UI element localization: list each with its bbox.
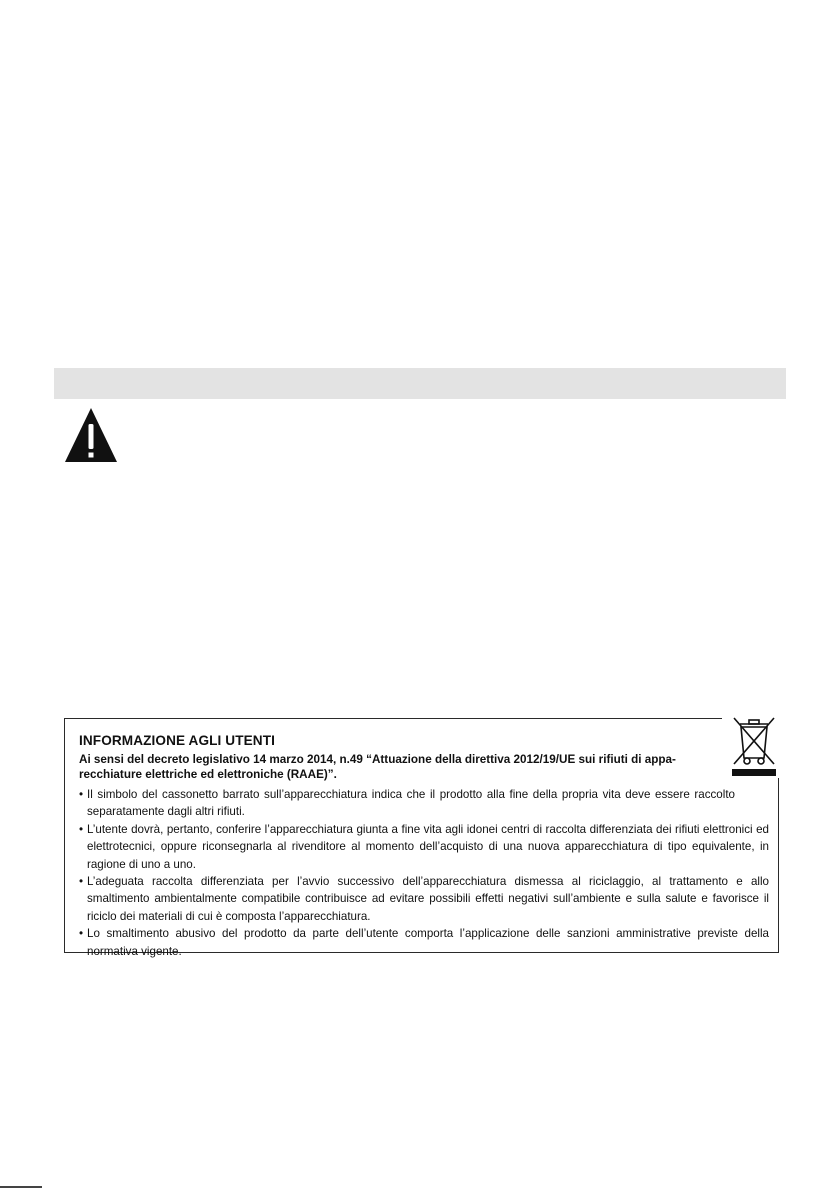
- warning-triangle-icon: [62, 404, 120, 466]
- page-edge-mark: [0, 1186, 42, 1188]
- bullet-item: • Lo smaltimento abusivo del prodotto da parte dell’utente comporta l’applicazione delle sanzioni amministrative previste della normativa vigente.: [79, 925, 769, 960]
- bullet-item: • L’utente dovrà, pertanto, conferire l’apparecchiatura giunta a fine vita agli idonei centri di raccolta differenziata dei rifiuti elettronici ed elettrotecnici, oppure riconsegnarla al rivenditore al momento dell’acquisto di una nuova apparecchiatura di tipo equivalente, in ragione di uno a uno.: [79, 821, 769, 873]
- box-subtitle: Ai sensi del decreto legislativo 14 marzo 2014, n.49 “Attuazione della direttiva 2012/19/UE sui rifiuti di appa-: [79, 753, 676, 766]
- section-header-bar: [54, 368, 786, 399]
- bullet-list: [79, 786, 769, 960]
- box-subtitle-continued: recchiature elettriche ed elettroniche (RAAE)”.: [79, 768, 337, 781]
- box-title: INFORMAZIONE AGLI UTENTI: [79, 733, 275, 748]
- bullet-item: • Il simbolo del cassonetto barrato sull’apparecchiatura indica che il prodotto alla fine della propria vita deve essere raccolto separatamente dagli altri rifiuti.: [79, 786, 735, 821]
- bullet-item: • L’adeguata raccolta differenziata per l’avvio successivo dell’apparecchiatura dismessa al riciclaggio, al trattamento e allo smaltimento ambientalmente compatibile contribuisce ad evitare possibili effetti negativi sull’ambiente e sulla salute e favorisce il riciclo dei materiali di cui è composta l’apparecchiatura.: [79, 873, 769, 925]
- crossed-out-wheelie-bin-icon: [730, 712, 778, 778]
